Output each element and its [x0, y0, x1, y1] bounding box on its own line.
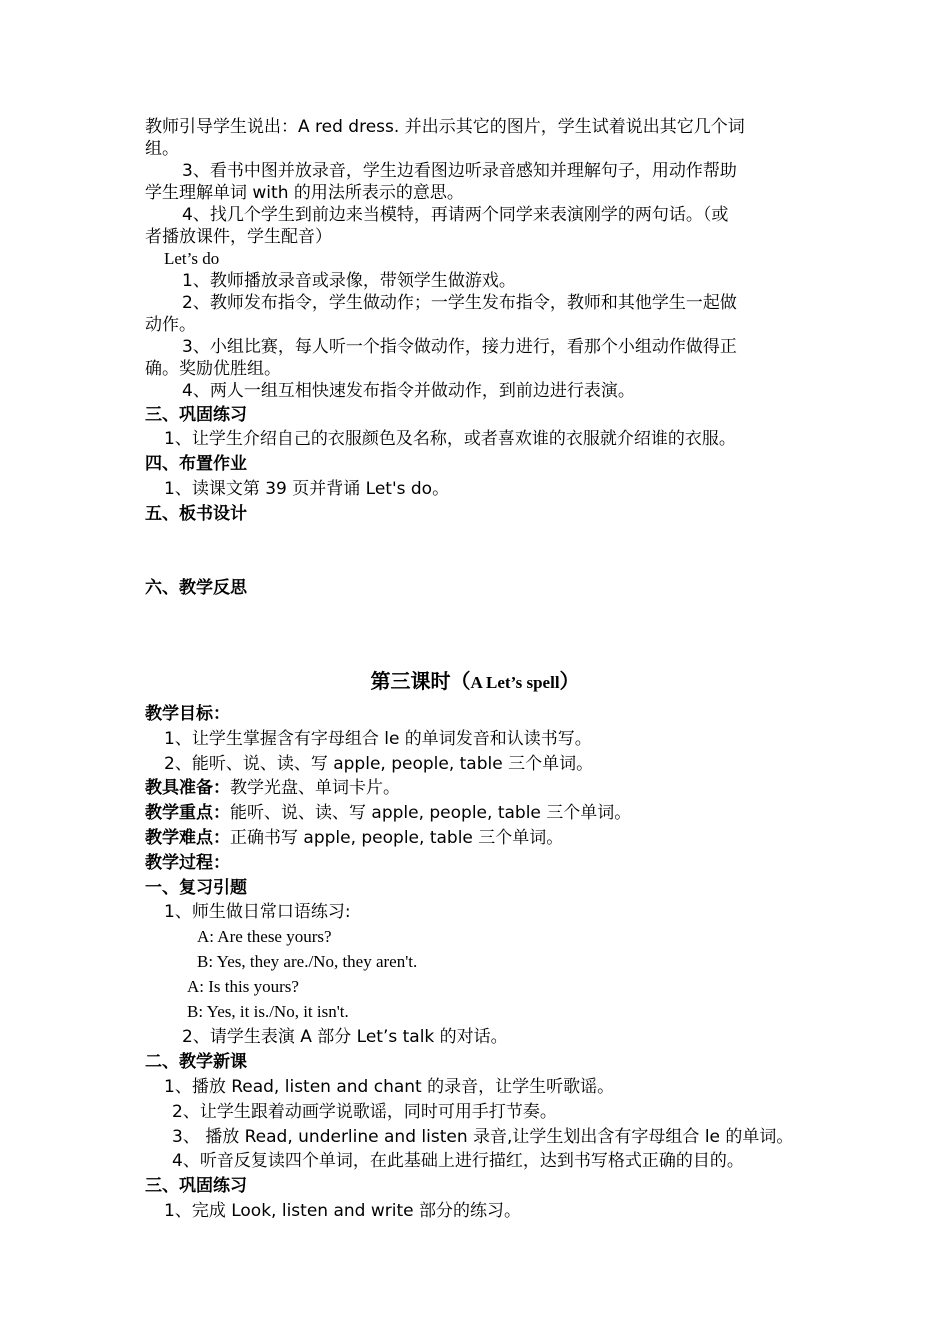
section-heading: 教学过程： [145, 853, 230, 873]
section-heading: 一、复习引题 [145, 878, 247, 898]
dialogue-line: B: Yes, it is./No, it isn't. [187, 1002, 349, 1021]
text-line: 4、找几个学生到前边来当模特，再请两个同学来表演刚学的两句话。（或 [182, 205, 729, 225]
text-line: 学生理解单词 with 的用法所表示的意思。 [145, 183, 464, 203]
text-line: 4、两人一组互相快速发布指令并做动作，到前边进行表演。 [182, 381, 635, 401]
text-line [145, 777, 400, 799]
section-heading: 三、巩固练习 [145, 405, 247, 425]
section-heading: 四、布置作业 [145, 454, 247, 474]
text-line: 2、教师发布指令，学生做动作；一学生发布指令，教师和其他学生一起做 [182, 293, 737, 313]
value: 正确书写 apple, people, table 三个单词。 [230, 828, 564, 848]
text-line: 确。奖励优胜组。 [145, 359, 281, 379]
text-line: 4、听音反复读四个单词，在此基础上进行描红，达到书写格式正确的目的。 [172, 1151, 744, 1171]
text-line [145, 802, 631, 824]
text-line: 1、播放 Read, listen and chant 的录音，让学生听歌谣。 [164, 1077, 615, 1097]
text-line: 3、小组比赛，每人听一个指令做动作，接力进行，看那个小组动作做得正 [182, 337, 737, 357]
lesson-title-close: ） [559, 669, 580, 693]
text-line [145, 827, 563, 849]
text-line: 3、 播放 Read, underline and listen 录音,让学生划出含有字母组合 le 的单词。 [172, 1127, 794, 1147]
section-heading: 五、板书设计 [145, 504, 247, 524]
label: 教学难点： [145, 828, 230, 848]
text-line: 1、让学生介绍自己的衣服颜色及名称，或者喜欢谁的衣服就介绍谁的衣服。 [164, 429, 736, 449]
dialogue-line: B: Yes, they are./No, they aren't. [197, 952, 418, 971]
lesson-title [0, 665, 950, 694]
text-line: 3、看书中图并放录音，学生边看图边听录音感知并理解句子，用动作帮助 [182, 161, 737, 181]
text-line: 1、让学生掌握含有字母组合 le 的单词发音和认读书写。 [164, 729, 592, 749]
dialogue-line: A: Is this yours? [187, 977, 299, 996]
text-line: 1、读课文第 39 页并背诵 Let's do。 [164, 479, 450, 499]
text-line: 1、师生做日常口语练习: [164, 902, 351, 922]
subsection-heading: Let’s do [164, 249, 220, 268]
text-line: 教师引导学生说出：A red dress. 并出示其它的图片，学生试着说出其它几个词 [145, 117, 745, 137]
text-line: 2、能听、说、读、写 apple, people, table 三个单词。 [164, 754, 594, 774]
text-line: 动作。 [145, 315, 196, 335]
text-line: 2、请学生表演 A 部分 Let’s talk 的对话。 [182, 1027, 508, 1047]
lesson-title-en: A Let’s spell [470, 673, 560, 692]
dialogue-line: A: Are these yours? [197, 927, 332, 946]
text-line: 1、完成 Look, listen and write 部分的练习。 [164, 1201, 521, 1221]
section-heading: 二、教学新课 [145, 1052, 247, 1072]
lesson-title-cn: 第三课时（ [370, 669, 471, 693]
text-line: 1、教师播放录音或录像，带领学生做游戏。 [182, 271, 516, 291]
label: 教学重点： [145, 803, 230, 823]
text-line: 2、让学生跟着动画学说歌谣，同时可用手打节奏。 [172, 1102, 557, 1122]
value: 能听、说、读、写 apple, people, table 三个单词。 [230, 803, 632, 823]
text-line: 组。 [145, 139, 179, 159]
section-heading: 三、巩固练习 [145, 1176, 247, 1196]
section-heading: 六、教学反思 [145, 578, 247, 598]
section-heading: 教学目标： [145, 704, 230, 724]
value: 教学光盘、单词卡片。 [230, 778, 400, 798]
text-line: 者播放课件，学生配音） [145, 227, 332, 247]
label: 教具准备： [145, 778, 230, 798]
